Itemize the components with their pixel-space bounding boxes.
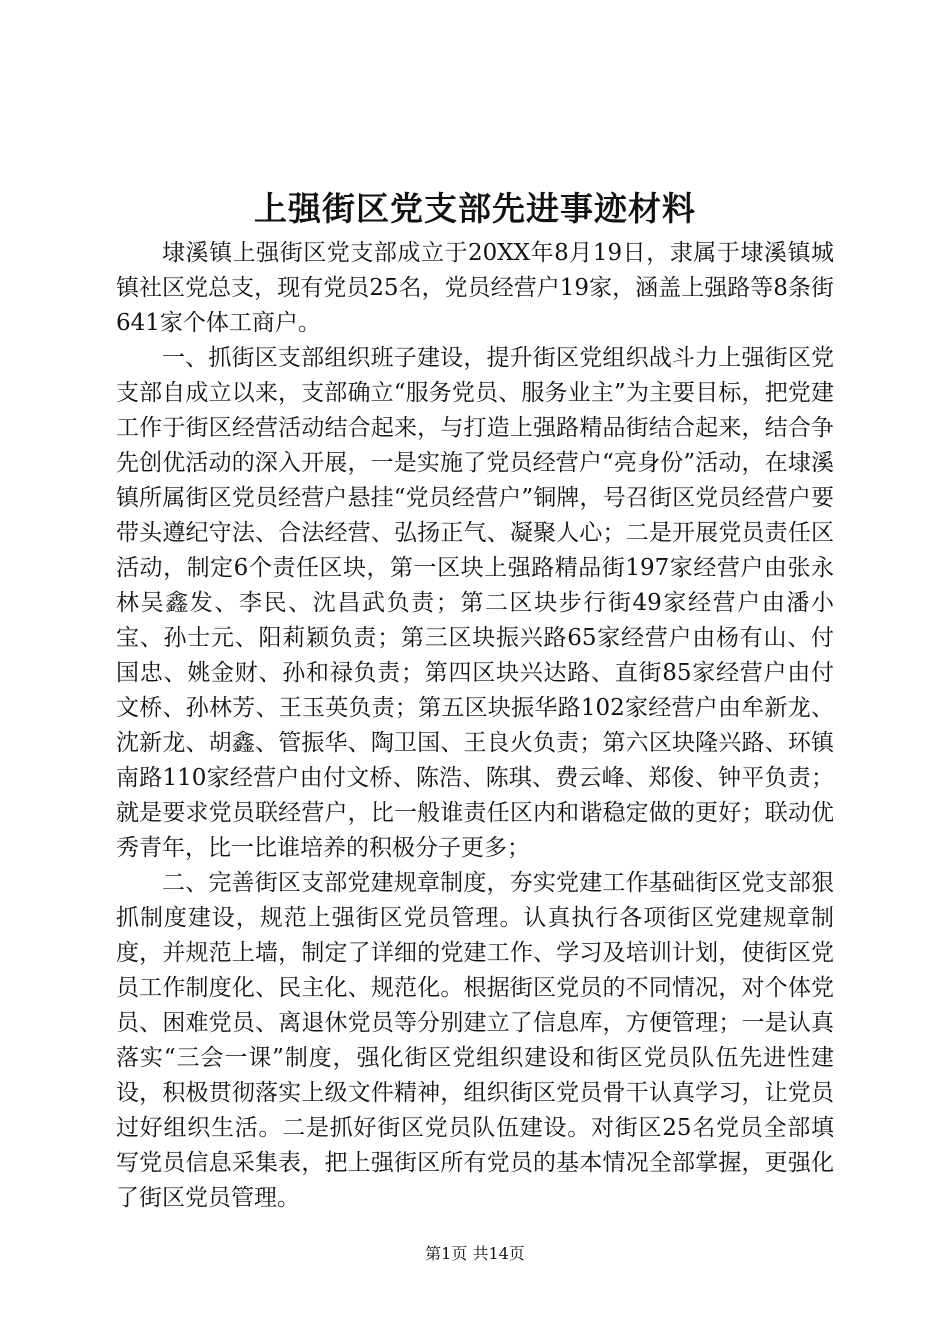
page-footer: 第1页 共14页: [425, 1244, 525, 1263]
document-title: 上强街区党支部先进事迹材料: [254, 189, 696, 228]
paragraph-section-one: 一、抓街区支部组织班子建设，提升街区党组织战斗力上强街区党支部自成立以来，支部确立“服务党员、服务业主”为主要目标，把党建工作于街区经营活动结合起来，与打造上强路精品街结合起来，结合争先创优活动的深入开展，一是实施了党员经营户“亮身份”活动，在埭溪镇所属街区党员经营户悬挂“党员经营户”铜牌，号召街区党员经营户要带头遵纪守法、合法经营、弘扬正气、凝聚人心；二是开展党员责任区活动，制定6个责任区块，第一区块上强路精品街197家经营户由张永林吴鑫发、李民、沈昌武负责；第二区块步行街49家经营户由潘小宝、孙士元、阳莉颖负责；第三区块振兴路65家经营户由杨有山、付国忠、姚金财、孙和禄负责；第四区块兴达路、直街85家经营户由付文桥、孙林芳、王玉英负责；第五区块振华路102家经营户由牟新龙、沈新龙、胡鑫、管振华、陶卫国、王良火负责；第六区块隆兴路、环镇南路110家经营户由付文桥、陈浩、陈琪、费云峰、郑俊、钟平负责；就是要求党员联经营户，比一般谁责任区内和谐稳定做的更好；联动优秀青年，比一比谁培养的积极分子更多；: [116, 345, 834, 861]
paragraph-intro: 埭溪镇上强街区党支部成立于20XX年8月19日，隶属于埭溪镇城镇社区党总支，现有党员25名，党员经营户19家，涵盖上强路等8条街641家个体工商户。: [116, 240, 834, 336]
document-body: [116, 236, 834, 1216]
paragraph-section-two: 二、完善街区支部党建规章制度，夯实党建工作基础街区党支部狠抓制度建设，规范上强街区党员管理。认真执行各项街区党建规章制度，并规范上墙，制定了详细的党建工作、学习及培训计划，使街区党员工作制度化、民主化、规范化。根据街区党员的不同情况，对个体党员、困难党员、离退休党员等分别建立了信息库，方便管理；一是认真落实“三会一课”制度，强化街区党组织建设和街区党员队伍先进性建设，积极贯彻落实上级文件精神，组织街区党员骨干认真学习，让党员过好组织生活。二是抓好街区党员队伍建设。对街区25名党员全部填写党员信息采集表，把上强街区所有党员的基本情况全部掌握，更强化了街区党员管理。: [116, 870, 834, 1211]
